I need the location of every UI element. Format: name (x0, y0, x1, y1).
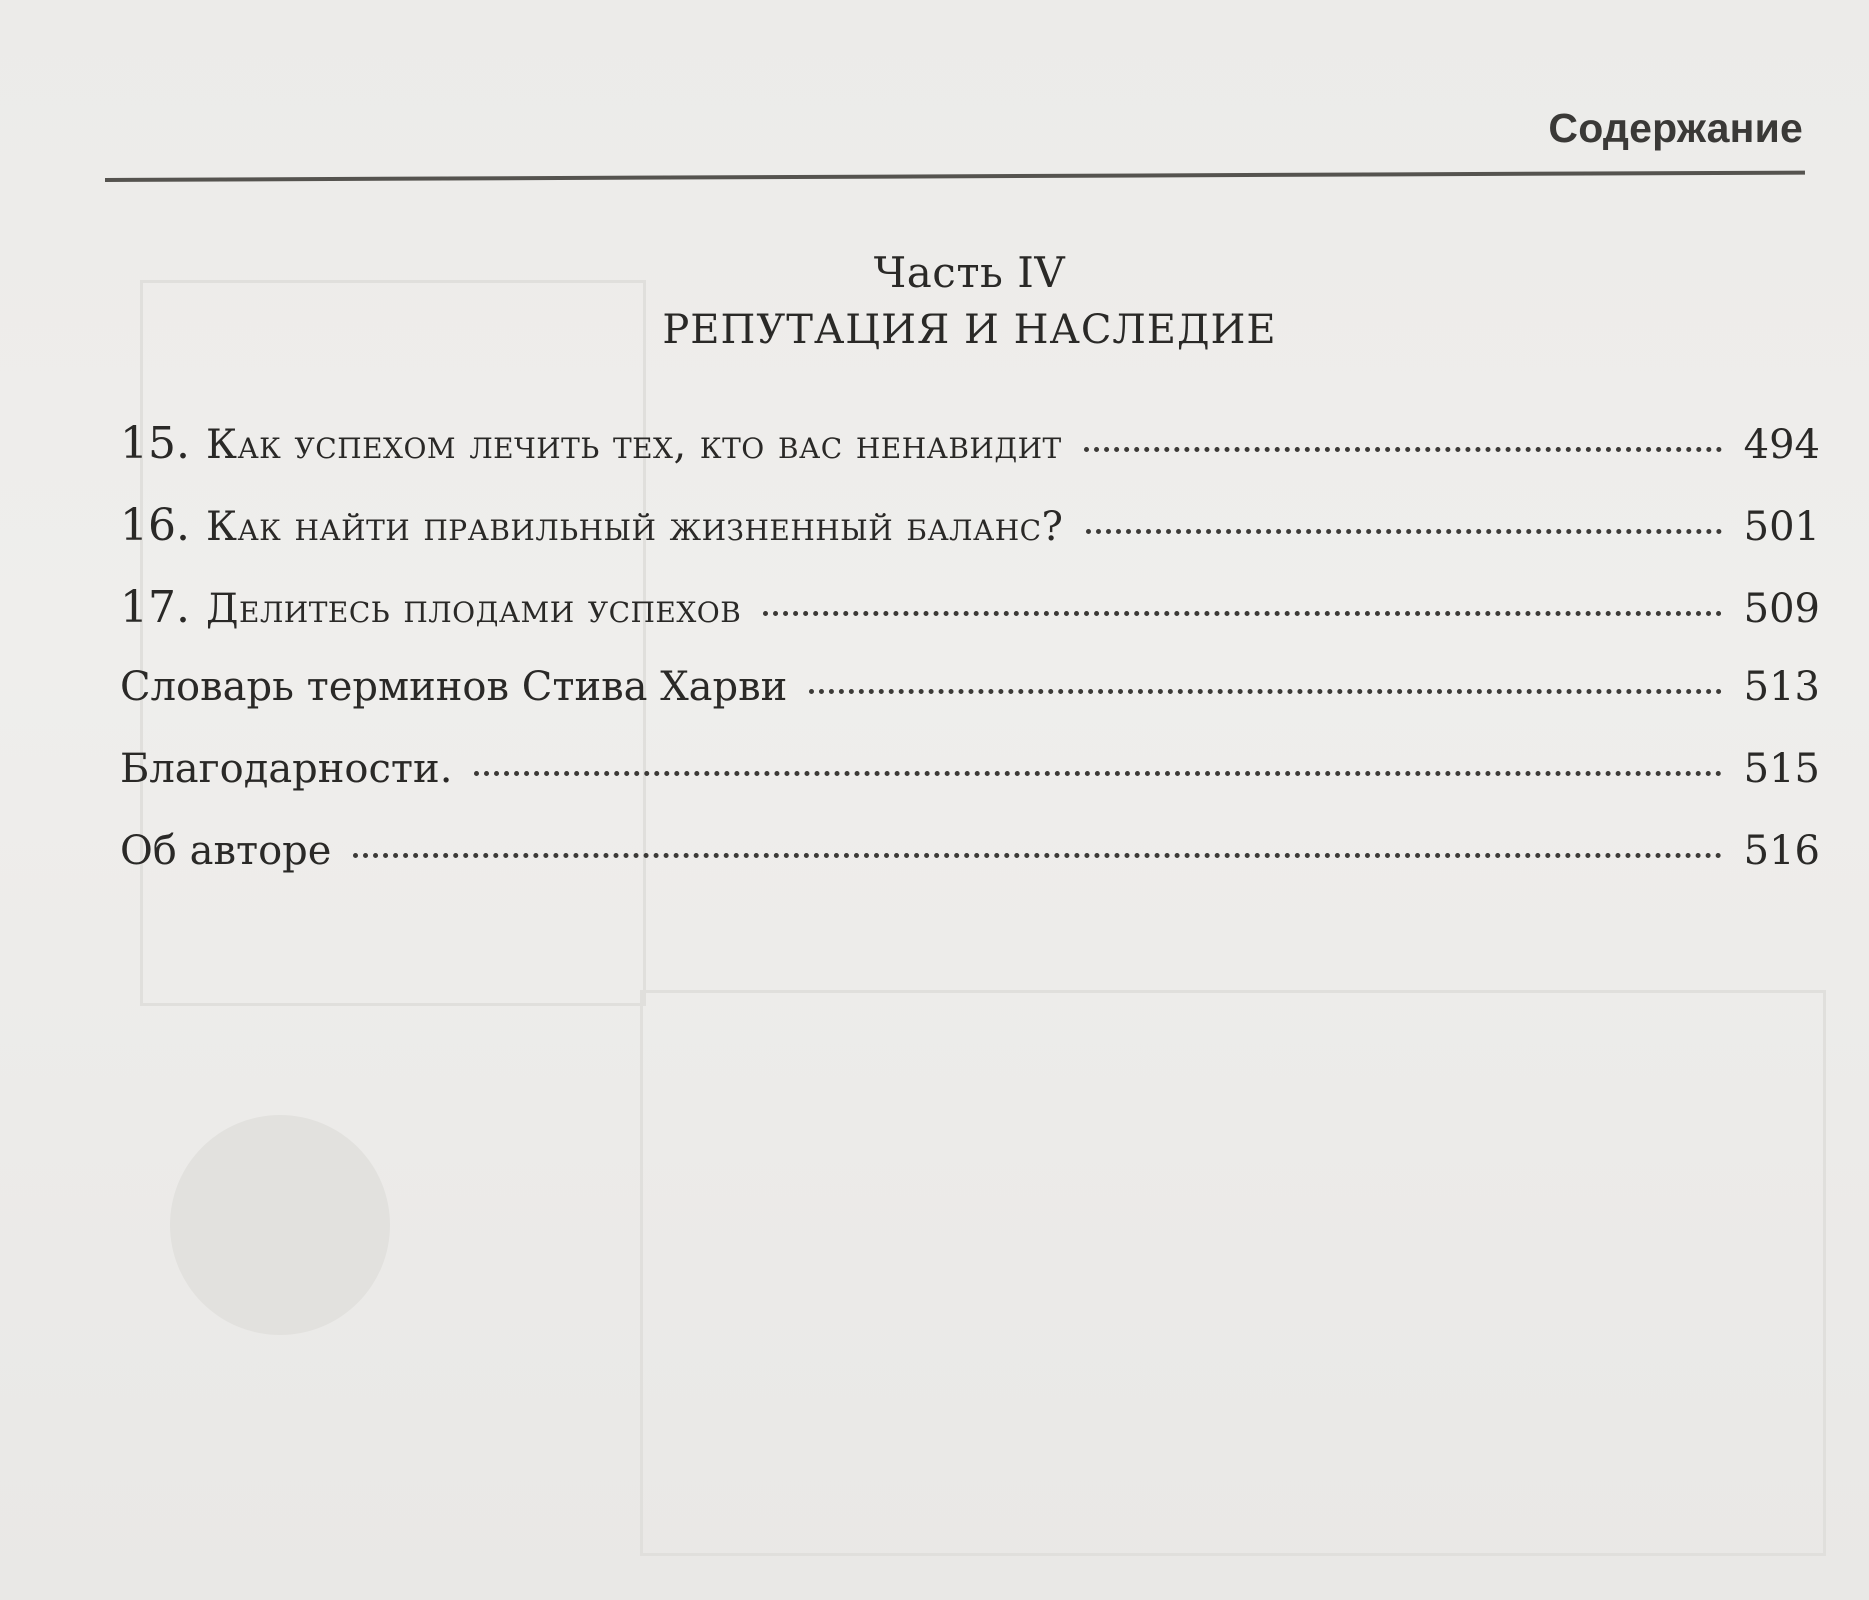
running-header: Содержание (1548, 105, 1803, 151)
part-number: Часть IV (873, 248, 1066, 297)
chapter-number: 17. (120, 582, 190, 633)
page-number: 501 (1743, 504, 1820, 550)
page-number: 509 (1743, 586, 1820, 632)
table-of-contents (120, 418, 1820, 910)
page-number: 513 (1743, 664, 1820, 710)
toc-entry[interactable] (120, 664, 1820, 746)
dot-leader (1086, 529, 1722, 534)
dot-leader (1084, 447, 1722, 452)
show-through-frame (640, 990, 1826, 1556)
header-rule (105, 171, 1805, 182)
toc-entry[interactable] (120, 418, 1820, 500)
chapter-number: 16. (120, 500, 190, 551)
dot-leader (809, 689, 1721, 694)
toc-entry[interactable] (120, 582, 1820, 664)
section-title: Словарь терминов Стива Харви (120, 664, 788, 710)
section-title: Благодарности. (120, 746, 453, 792)
dot-leader (763, 611, 1721, 616)
dot-leader (353, 853, 1721, 858)
page-number: 515 (1743, 746, 1820, 792)
toc-entry[interactable] (120, 500, 1820, 582)
toc-entry[interactable] (120, 746, 1820, 828)
dot-leader (474, 771, 1721, 776)
chapter-title: Как успехом лечить тех, кто вас ненавидит (205, 422, 1062, 468)
section-title: Об авторе (120, 828, 332, 874)
toc-entry[interactable] (120, 828, 1820, 910)
chapter-number: 15. (120, 418, 190, 469)
chapter-title: Делитесь плодами успехов (205, 586, 742, 632)
show-through-circle (170, 1115, 390, 1335)
chapter-title: Как найти правильный жизненный баланс? (205, 504, 1064, 550)
page-number: 516 (1743, 828, 1820, 874)
part-title: РЕПУТАЦИЯ И НАСЛЕДИЕ (662, 307, 1277, 353)
page-number: 494 (1743, 422, 1820, 468)
